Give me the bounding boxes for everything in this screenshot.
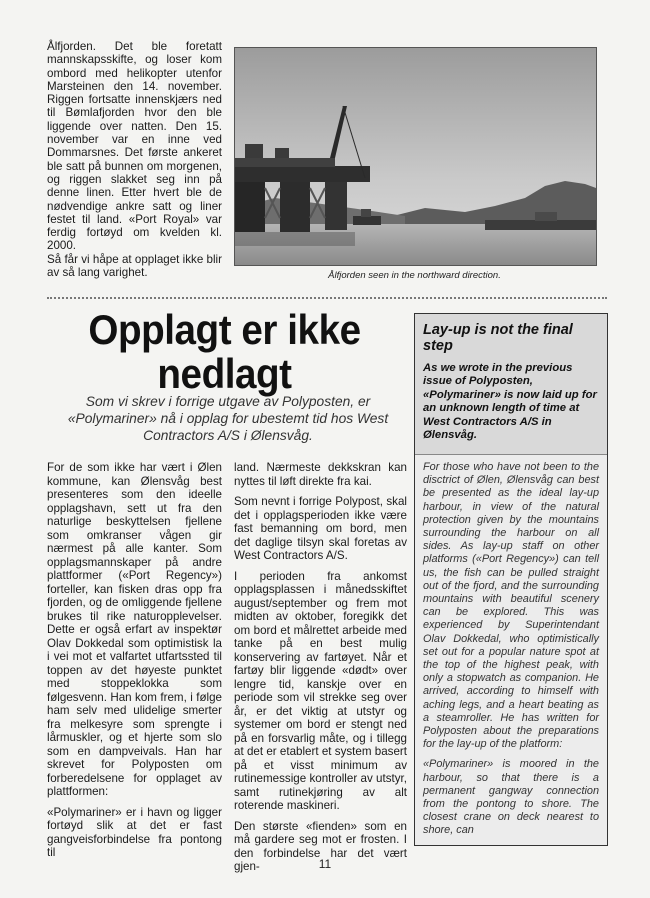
sidebar-body (415, 455, 607, 838)
sidebar-lead: As we wrote in the previous issue of Polyposten, «Polymariner» is now laid up for an unknown length of time at West Contractors A/S in Ølensvåg. (423, 362, 597, 442)
photo-caption: Ålfjorden seen in the northward direction. (328, 270, 501, 281)
article-paragraph: Den største «fienden» som en må gardere seg mot er frosten. I den forbindelse har det vært gjen- (234, 819, 407, 873)
intro-paragraph: Ålfjorden. Det ble foretatt mannskapsskifte, og loser kom ombord med helikopter utenfor Marsteinen den 14. november. Riggen fortsatte innenskjærs ned til Bømlafjorden hvor den ble liggende over natten. Den 15. november var en inne ved Dommarsnes. Det første ankeret ble satt på bunnen om morgenen, og riggen slakket seg inn på denne linen. Etter hvert ble de nødvendige ankre satt og liner festet til land. «Port Royal» var ferdig fortøyd om kvelden kl. 2000. (47, 40, 222, 253)
article-paragraph: «Polymariner» er i havn og ligger fortøyd slik at det er fast gangveisforbindelse fra pontong til (47, 805, 222, 859)
article-column-1 (47, 461, 222, 867)
article-paragraph: I perioden fra ankomst opplagsplassen i månedsskiftet august/september og frem mot midten av oktober, foregikk det om bord et målrettet arbeide med tanke på en best mulig konservering av fartøyet. Når et fartøy blir liggende «dødt» over lengre tid, kanskje over en periode som vil strekke seg over år, er det viktig at utstyr og systemer om bord er stengt ned på en forsvarlig måte, og i tillegg at det er etablert et system basert på et visst minimum av rutinemessige kontroller av utstyr, samt rutinekjøring av alt roterende maskineri. (234, 569, 407, 812)
page-number: 11 (318, 857, 332, 871)
sidebar-header (415, 314, 607, 455)
sidebar-paragraph: «Polymariner» is moored in the harbour, so that there is a permanent gangway connection from the pontong to shore. The closest crane on deck nearest to shore, can (423, 758, 599, 837)
fjord-photo-image (235, 48, 596, 265)
fjord-photo (234, 47, 597, 266)
article-paragraph: land. Nærmeste dekkskran kan nyttes til løft direkte fra kai. (234, 461, 407, 488)
article-paragraph: Som nevnt i forrige Polypost, skal det i opplagsperioden ikke være fast bemanning om bord, men det daglige tilsyn skal foretas av West Contractors A/S. (234, 495, 407, 562)
article-subheadline: Som vi skrev i forrige utgave av Polyposten, er «Polymariner» nå i opplag for ubestemt tid hos West Contractors A/S i Ølensvåg. (67, 394, 389, 443)
section-divider (47, 297, 607, 299)
intro-text-column (47, 40, 222, 279)
article-headline: Opplagt er ikke nedlagt (88, 306, 361, 397)
sidebar-title: Lay-up is not the final step (423, 322, 573, 354)
english-summary-sidebar (414, 313, 608, 846)
sidebar-paragraph: For those who have not been to the disctrict of Ølen, Ølensvåg can best be presented as the ideal lay-up harbour, in view of the natural protection given by the mountains surrounding the harbour on all sides. As lay-up staff on other platforms («Port Regency») can tell us, the fish can be pulled straight out of the fjord, and the surrounding mountains with beautiful scenery can be explored. This was experienced by Superintendant Olav Dokkedal, who optimistically set out for a popular nature spot at the top of the highest peak, with only a stopwatch as companion. He arrived, according to himself with aching legs, and a heart beating as a steamroller. He has written for Polyposten about the preparations for the lay-up of the platform: (423, 461, 599, 751)
article-column-2 (234, 461, 407, 881)
article-paragraph: For de som ikke har vært i Ølen kommune, kan Ølensvåg best presenteres som den ideelle opplagshavn, sett ut fra den naturlige beskyttelsen fjellene som omkranser vågen gir nærmest på alle kanter. Som opplagsmannskaper på andre plattformer («Port Regency») forteller, kan fisken dras opp fra fjorden, og de omliggende fjellene brukes til rike naturopplevelser. Dette er også erfart av inspektør Olav Dokkedal som optimistisk la i vei mot et valfartet utfartssted til toppen av det høyeste punktet med stoppeklokka som følgesvenn. Han kom frem, i følge ham selv med ulidelige smerter fra melkesyre som sprengte i lårmuskler, og et hjerte som slo som en dampveivals. Han har skrevet for Polyposten om forberedelsene for opplaget av plattformen: (47, 461, 222, 798)
intro-closing: Så får vi håpe at opplaget ikke blir av så lang varighet. (47, 252, 222, 280)
